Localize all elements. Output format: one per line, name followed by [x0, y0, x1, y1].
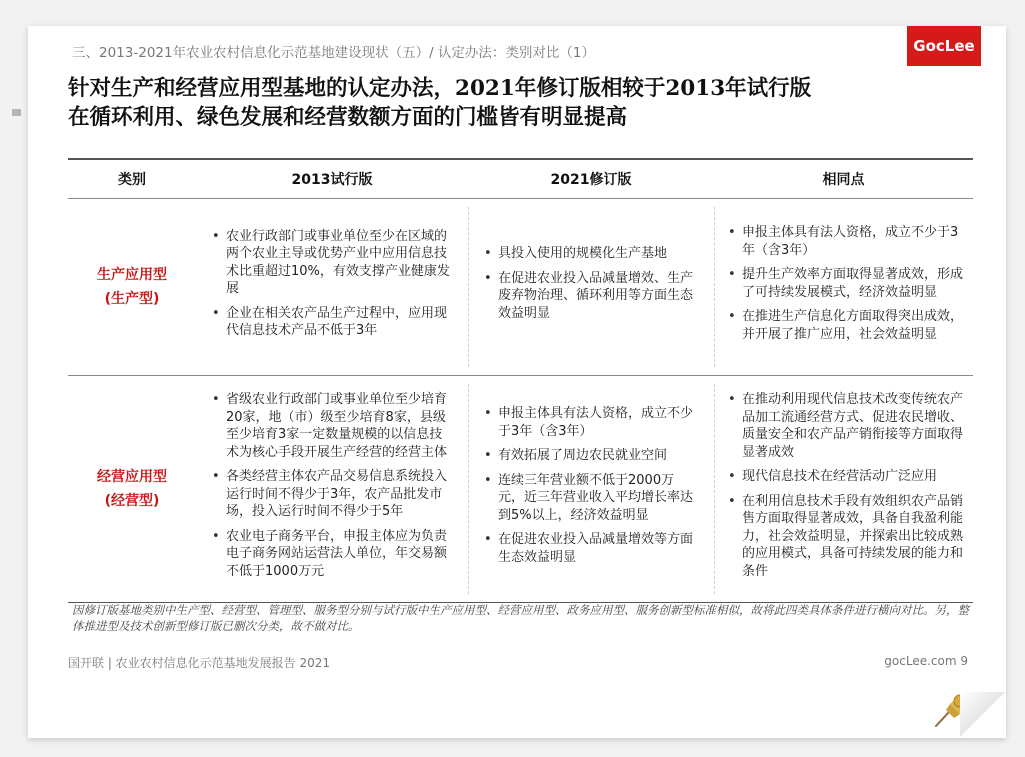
list-item: • 申报主体具有法人资格，成立不少于3年（含3年）: [726, 224, 966, 259]
table-row-operation: [68, 376, 973, 603]
category-alias: (经营型): [104, 493, 160, 509]
breadcrumb: 三、2013-2021年农业农村信息化示范基地建设现状（五）/ 认定办法：类别对比（1）: [72, 45, 596, 61]
title-line-2: 在循环利用、绿色发展和经营数额方面的门槛皆有明显提高: [68, 105, 628, 130]
footer-page: gocLee.com 9: [884, 654, 968, 668]
slide-page: [28, 26, 1006, 738]
footnote: 因修订版基地类别中生产型、经营型、管理型、服务型分别与试行版中生产应用型、经营应用型、政务应用型、服务创新型标准相似，故将此四类具体条件进行横向对比。另，整体推进型及技术创新型修订版已删次分类，故不做对比。: [72, 603, 969, 633]
header-2013: 2013试行版: [291, 172, 373, 188]
category-operation: [68, 376, 196, 602]
cell-same: [714, 199, 973, 375]
list-item: • 企业在相关农产品生产过程中，应用现代信息技术产品不低于3年: [210, 305, 452, 340]
table-header: [68, 158, 973, 199]
list-item: • 农业行政部门或事业单位至少在区域的两个农业主导或优势产业中应用信息技术比重超过10%，有效支撑产业健康发展: [210, 228, 452, 298]
list-item: • 有效拓展了周边农民就业空间: [482, 447, 696, 465]
comparison-table: [68, 158, 973, 603]
cell-2021: [468, 199, 714, 375]
category-alias: (生产型): [104, 291, 160, 307]
header-category: 类别: [118, 172, 146, 188]
list-item: • 在促进农业投入品减量增效、生产废弃物治理、循环利用等方面生态效益明显: [482, 270, 696, 323]
list-item: • 在推进生产信息化方面取得突出成效，并开展了推广应用，社会效益明显: [726, 308, 966, 343]
list-item: • 在促进农业投入品减量增效等方面生态效益明显: [482, 531, 696, 566]
category-name: 生产应用型: [97, 267, 167, 283]
list-item: • 在利用信息技术手段有效组织农产品销售方面取得显著成效，具备自我盈利能力，社会效益明显，并探索出比较成熟的应用模式，具备可持续发展的能力和条件: [726, 493, 966, 581]
list-item: • 连续三年营业额不低于2000万元，近三年营业收入平均增长率达到5%以上，经济效益明显: [482, 472, 696, 525]
title-line-1: 针对生产和经营应用型基地的认定办法，2021年修订版相较于2013年试行版: [68, 76, 812, 101]
side-marker-icon: [12, 109, 21, 116]
page-title: [68, 74, 968, 132]
cell-2021: [468, 376, 714, 602]
list-item: • 省级农业行政部门或事业单位至少培育20家，地（市）级至少培育8家，县级至少培育3家一定数量规模的以信息技术为核心手段开展生产经营的经营主体: [210, 391, 454, 461]
category-name: 经营应用型: [97, 469, 167, 485]
list-item: • 提升生产效率方面取得显著成效，形成了可持续发展模式，经济效益明显: [726, 266, 966, 301]
category-production: [68, 199, 196, 375]
list-item: • 各类经营主体农产品交易信息系统投入运行时间不得少于3年，农产品批发市场，投入运行时间不得少于5年: [210, 468, 454, 521]
cell-2013: [196, 199, 468, 375]
list-item: • 农业电子商务平台，申报主体应为负责电子商务网站运营法人单位，年交易额不低于1000万元: [210, 528, 454, 581]
list-item: • 申报主体具有法人资格，成立不少于3年（含3年）: [482, 405, 696, 440]
table-row-production: [68, 199, 973, 376]
page-corner-fold: [960, 692, 1006, 738]
list-item: • 现代信息技术在经营活动广泛应用: [726, 468, 966, 486]
cell-same: [714, 376, 973, 602]
list-item: • 在推动利用现代信息技术改变传统农产品加工流通经营方式、促进农民增收、质量安全和农产品产销衔接等方面取得显著成效: [726, 391, 966, 461]
list-item: • 具投入使用的规模化生产基地: [482, 245, 696, 263]
cell-2013: [196, 376, 468, 602]
footer-source: 国开联 | 农业农村信息化示范基地发展报告 2021: [68, 656, 331, 670]
header-2021: 2021修订版: [550, 172, 632, 188]
goclee-logo: GocLee: [907, 26, 981, 66]
header-same: 相同点: [822, 172, 865, 188]
